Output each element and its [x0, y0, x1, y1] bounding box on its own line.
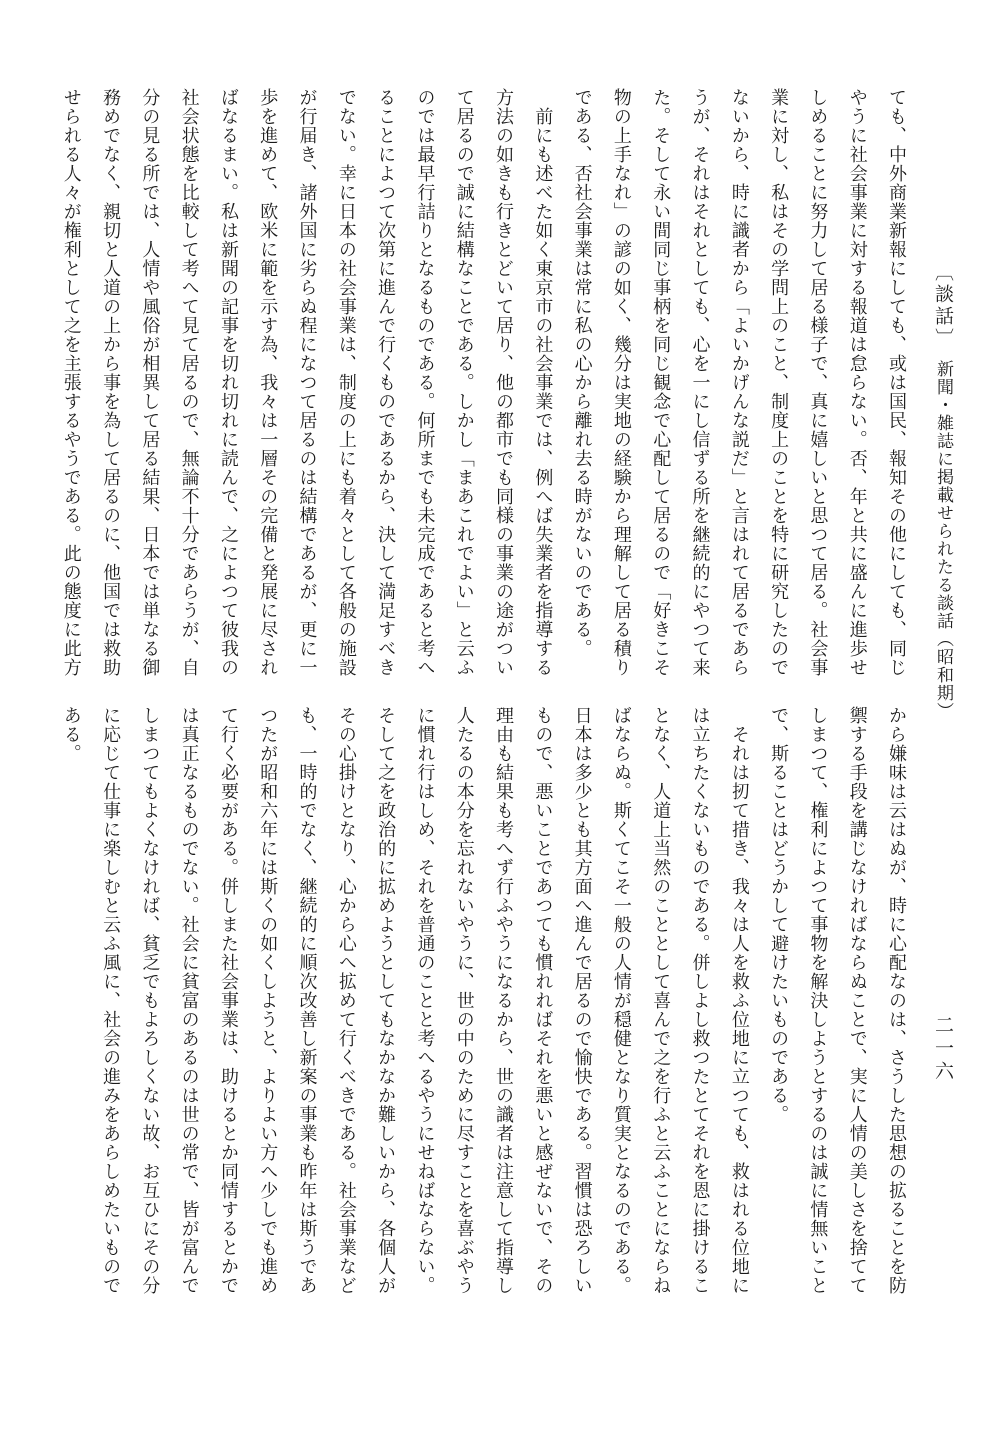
text-column: ある。: [60, 706, 82, 763]
text-column: で、斯ることはどうかして避けたいものである。: [768, 706, 790, 1124]
header-title: 新聞・雑誌に掲載せられたる談話（昭和期）: [933, 360, 953, 720]
text-column: ばなるまい。私は新聞の記事を切れ切れに読んで、之によつて彼我の: [217, 88, 239, 677]
text-column: 分の見る所では、人情や風俗が相異して居る結果、日本では単なる御: [139, 88, 161, 677]
text-column: せられる人々が権利として之を主張するやうである。此の態度に此方: [60, 88, 82, 677]
text-column: しめることに努力して居る様子で、真に嬉しいと思つて居る。社会事: [807, 88, 829, 677]
text-column: ないから、時に識者から「よいかげんな説だ」と言はれて居るであら: [728, 88, 750, 677]
text-column: 日本は多少とも其方面へ進んで居るので愉快である。習慣は恐ろしい: [571, 706, 593, 1295]
text-column: となく、人道上当然のこととして喜んで之を行ふと云ふことにならね: [650, 706, 672, 1295]
text-column: やうに社会事業に対する報道は怠らない。否、年と共に盛んに進歩せ: [846, 88, 868, 677]
text-column: それは扨て措き、我々は人を救ふ位地に立つても、救はれる位地に: [728, 706, 750, 1295]
page-number: 二一六: [932, 1015, 954, 1084]
text-column: でない。幸に日本の社会事業は、制度の上にも着々として各般の施設: [335, 88, 357, 677]
upper-text-block: [51, 88, 916, 688]
text-column: から嫌味は云はぬが、時に心配なのは、さうした思想の拡ることを防: [886, 706, 907, 1295]
text-column: そして之を政治的に拡めようとしてもなかなか難しいから、各個人が: [375, 706, 397, 1295]
text-column: もので、悪いことであつても慣れればそれを悪いと感ぜないで、その: [532, 706, 554, 1295]
text-column: も、一時的でなく、継続的に順次改善し新案の事業も昨年は斯うであ: [296, 706, 318, 1295]
text-column: に応じて仕事に楽しむと云ふ風に、社会の進みをあらしめたいもので: [100, 706, 122, 1295]
text-column: ても、中外商業新報にしても、或は国民、報知その他にしても、同じ: [886, 88, 907, 677]
text-column: 理由も結果も考へず行ふやうになるから、世の識者は注意して指導し: [493, 706, 515, 1295]
section-tag: 〔談話〕: [932, 262, 954, 350]
text-column: である、否社会事業は常に私の心から離れ去る時がないのである。: [571, 88, 593, 658]
text-column: 方法の如きも行きとどいて居り、他の都市でも同様の事業の途がつい: [493, 88, 515, 677]
text-column: は立ちたくないものである。併しよし救つたとてそれを恩に掛けるこ: [689, 706, 711, 1295]
text-column: 務めでなく、親切と人道の上から事を為して居るのに、他国では救助: [100, 88, 122, 677]
text-column: 前にも述べた如く東京市の社会事業では、例へば失業者を指導する: [532, 88, 554, 677]
text-column: た。そして永い間同じ事柄を同じ観念で心配して居るので「好きこそ: [650, 88, 672, 677]
text-column: 禦する手段を講じなければならぬことで、実に人情の美しさを捨てて: [846, 706, 868, 1295]
text-column: のでは最早行詰りとなるものである。何所までも未完成であると考へ: [414, 88, 436, 677]
text-column: が行届き、諸外国に劣らぬ程になつて居るのは結構であるが、更に一: [296, 88, 318, 677]
text-column: は真正なるものでない。社会に貧富のあるのは世の常で、皆が富んで: [178, 706, 200, 1295]
text-column: 物の上手なれ」の諺の如く、幾分は実地の経験から理解して居る積り: [610, 88, 632, 677]
text-column: うが、それはそれとしても、心を一にし信ずる所を継続的にやつて来: [689, 88, 711, 677]
text-column: 業に対し、私はその学問上のこと、制度上のことを特に研究したので: [768, 88, 790, 677]
text-column: しまつてもよくなければ、貧乏でもよろしくない故、お互ひにその分: [139, 706, 161, 1295]
text-column: に慣れ行はしめ、それを普通のことと考へるやうにせねばならない。: [414, 706, 436, 1295]
text-column: つたが昭和六年には斯くの如くしようと、よりよい方へ少しでも進め: [257, 706, 279, 1295]
text-column: 歩を進めて、欧米に範を示す為、我々は一層その完備と発展に尽され: [257, 88, 279, 677]
running-header: [930, 262, 957, 720]
text-column: 人たるの本分を忘れないやうに、世の中のために尽すことを喜ぶやう: [453, 706, 475, 1295]
text-column: て行く必要がある。併しまた社会事業は、助けるとか同情するとかで: [217, 706, 239, 1295]
text-column: て居るので誠に結構なことである。しかし「まあこれでよい」と云ふ: [453, 88, 475, 677]
text-column: 社会状態を比較して考へて見て居るので、無論不十分であらうが、自: [178, 88, 200, 677]
text-column: その心掛けとなり、心から心へ拡めて行くべきである。社会事業など: [335, 706, 357, 1295]
text-column: ることによつて次第に進んで行くものであるから、決して満足すべき: [375, 88, 397, 677]
text-column: ばならぬ。斯くてこそ一般の人情が穏健となり質実となるのである。: [610, 706, 632, 1295]
lower-text-block: [51, 706, 916, 1306]
text-column: しまつて、権利によつて事物を解決しようとするのは誠に情無いこと: [807, 706, 829, 1295]
